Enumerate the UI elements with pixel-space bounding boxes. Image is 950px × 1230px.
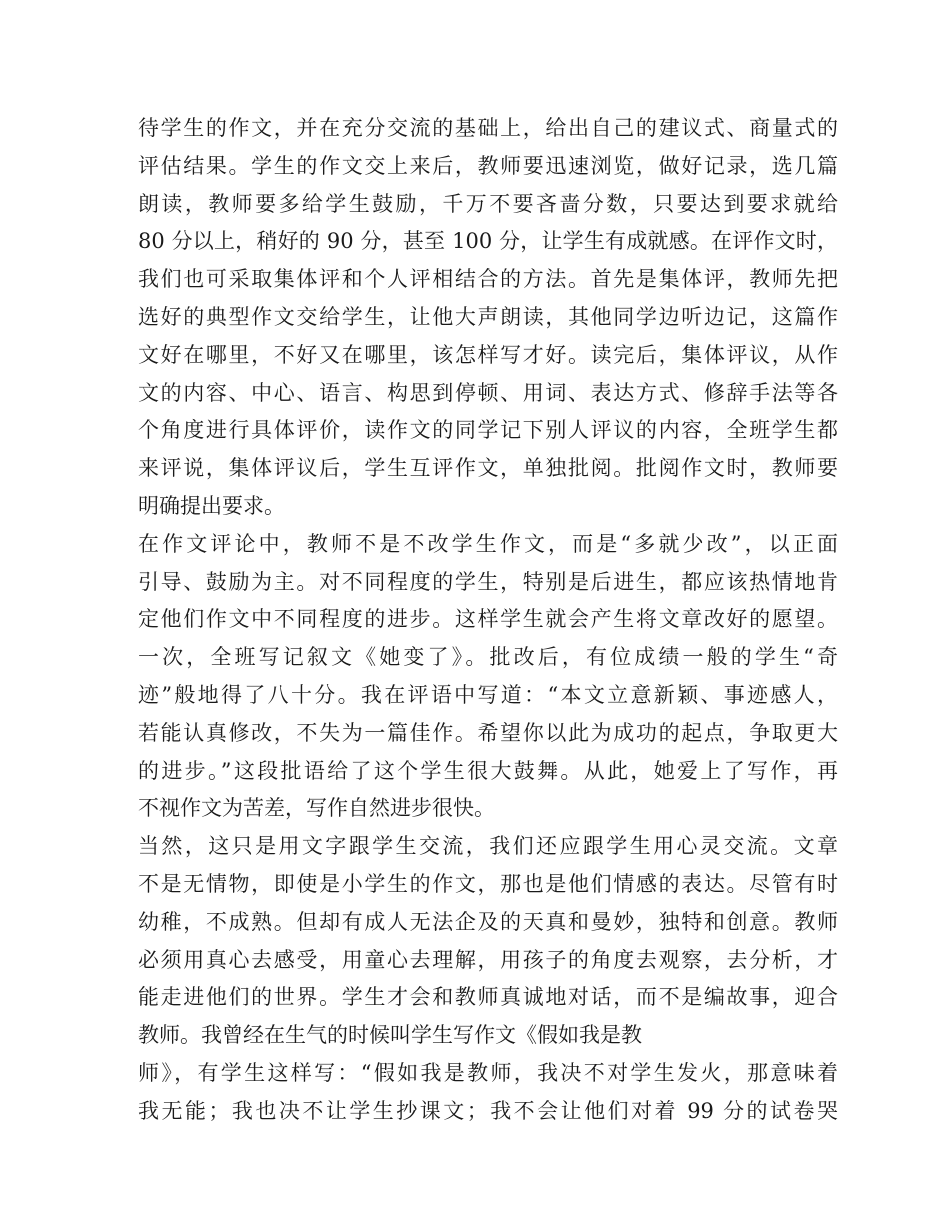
text-line: 一次，全班写记叙文《她变了》。批改后，有位成绩一般的学生“奇 bbox=[138, 645, 838, 670]
text-line: 必须用真心去感受，用童心去理解，用孩子的角度去观察，去分析，才 bbox=[138, 947, 838, 972]
text-line: 的进步。”这段批语给了这个学生很大鼓舞。从此，她爱上了写作，再 bbox=[138, 758, 838, 783]
text-line: 明确提出要求。 bbox=[138, 493, 285, 518]
text-line: 幼稚，不成熟。但却有成人无法企及的天真和曼妙，独特和创意。教师 bbox=[138, 909, 838, 934]
body-text bbox=[138, 110, 838, 1131]
text-line: 评估结果。学生的作文交上来后，教师要迅速浏览，做好记录，选几篇 bbox=[138, 153, 838, 178]
text-line: 文好在哪里，不好又在哪里，该怎样写才好。读完后，集体评议，从作 bbox=[138, 342, 838, 367]
text-line: 定他们作文中不同程度的进步。这样学生就会产生将文章改好的愿望。 bbox=[138, 607, 838, 632]
text-line: 选好的典型作文交给学生，让他大声朗读，其他同学边听边记，这篇作 bbox=[138, 304, 838, 329]
text-line: 不视作文为苦差，写作自然进步很快。 bbox=[138, 796, 495, 821]
text-line: 引导、鼓励为主。对不同程度的学生，特别是后进生，都应该热情地肯 bbox=[138, 569, 838, 594]
text-line: 待学生的作文，并在充分交流的基础上，给出自己的建议式、商量式的 bbox=[138, 116, 838, 140]
text-line: 80 分以上，稍好的 90 分，甚至 100 分，让学生有成就感。在评作文时， bbox=[138, 229, 838, 254]
text-line: 师》，有学生这样写：“假如我是教师，我决不对学生发火，那意味着 bbox=[138, 1060, 838, 1085]
text-line: 能走进他们的世界。学生才会和教师真诚地对话，而不是编故事，迎合 bbox=[138, 985, 838, 1010]
text-line: 迹”般地得了八十分。我在评语中写道：“本文立意新颖、事迹感人， bbox=[138, 682, 838, 707]
text-line: 教师。我曾经在生气的时候叫学生写作文《假如我是教 bbox=[138, 1023, 642, 1048]
text-line: 个角度进行具体评价，读作文的同学记下别人评议的内容，全班学生都 bbox=[138, 418, 838, 443]
text-line: 文的内容、中心、语言、构思到停顿、用词、表达方式、修辞手法等各 bbox=[138, 380, 838, 405]
text-line: 我们也可采取集体评和个人评相结合的方法。首先是集体评，教师先把 bbox=[138, 267, 838, 292]
text-line: 当然，这只是用文字跟学生交流，我们还应跟学生用心灵交流。文章 bbox=[138, 834, 838, 859]
text-line: 朗读，教师要多给学生鼓励，千万不要吝啬分数，只要达到要求就给 bbox=[138, 191, 838, 216]
text-line: 若能认真修改，不失为一篇佳作。希望你以此为成功的起点，争取更大 bbox=[138, 720, 838, 745]
text-line: 来评说，集体评议后，学生互评作文，单独批阅。批阅作文时，教师要 bbox=[138, 456, 838, 481]
text-line: 不是无情物，即使是小学生的作文，那也是他们情感的表达。尽管有时 bbox=[138, 871, 838, 896]
text-line: 我无能；我也决不让学生抄课文；我不会让他们对着 99 分的试卷哭 bbox=[138, 1098, 838, 1123]
text-line: 在作文评论中，教师不是不改学生作文，而是“多就少改”，以正面 bbox=[138, 531, 838, 556]
